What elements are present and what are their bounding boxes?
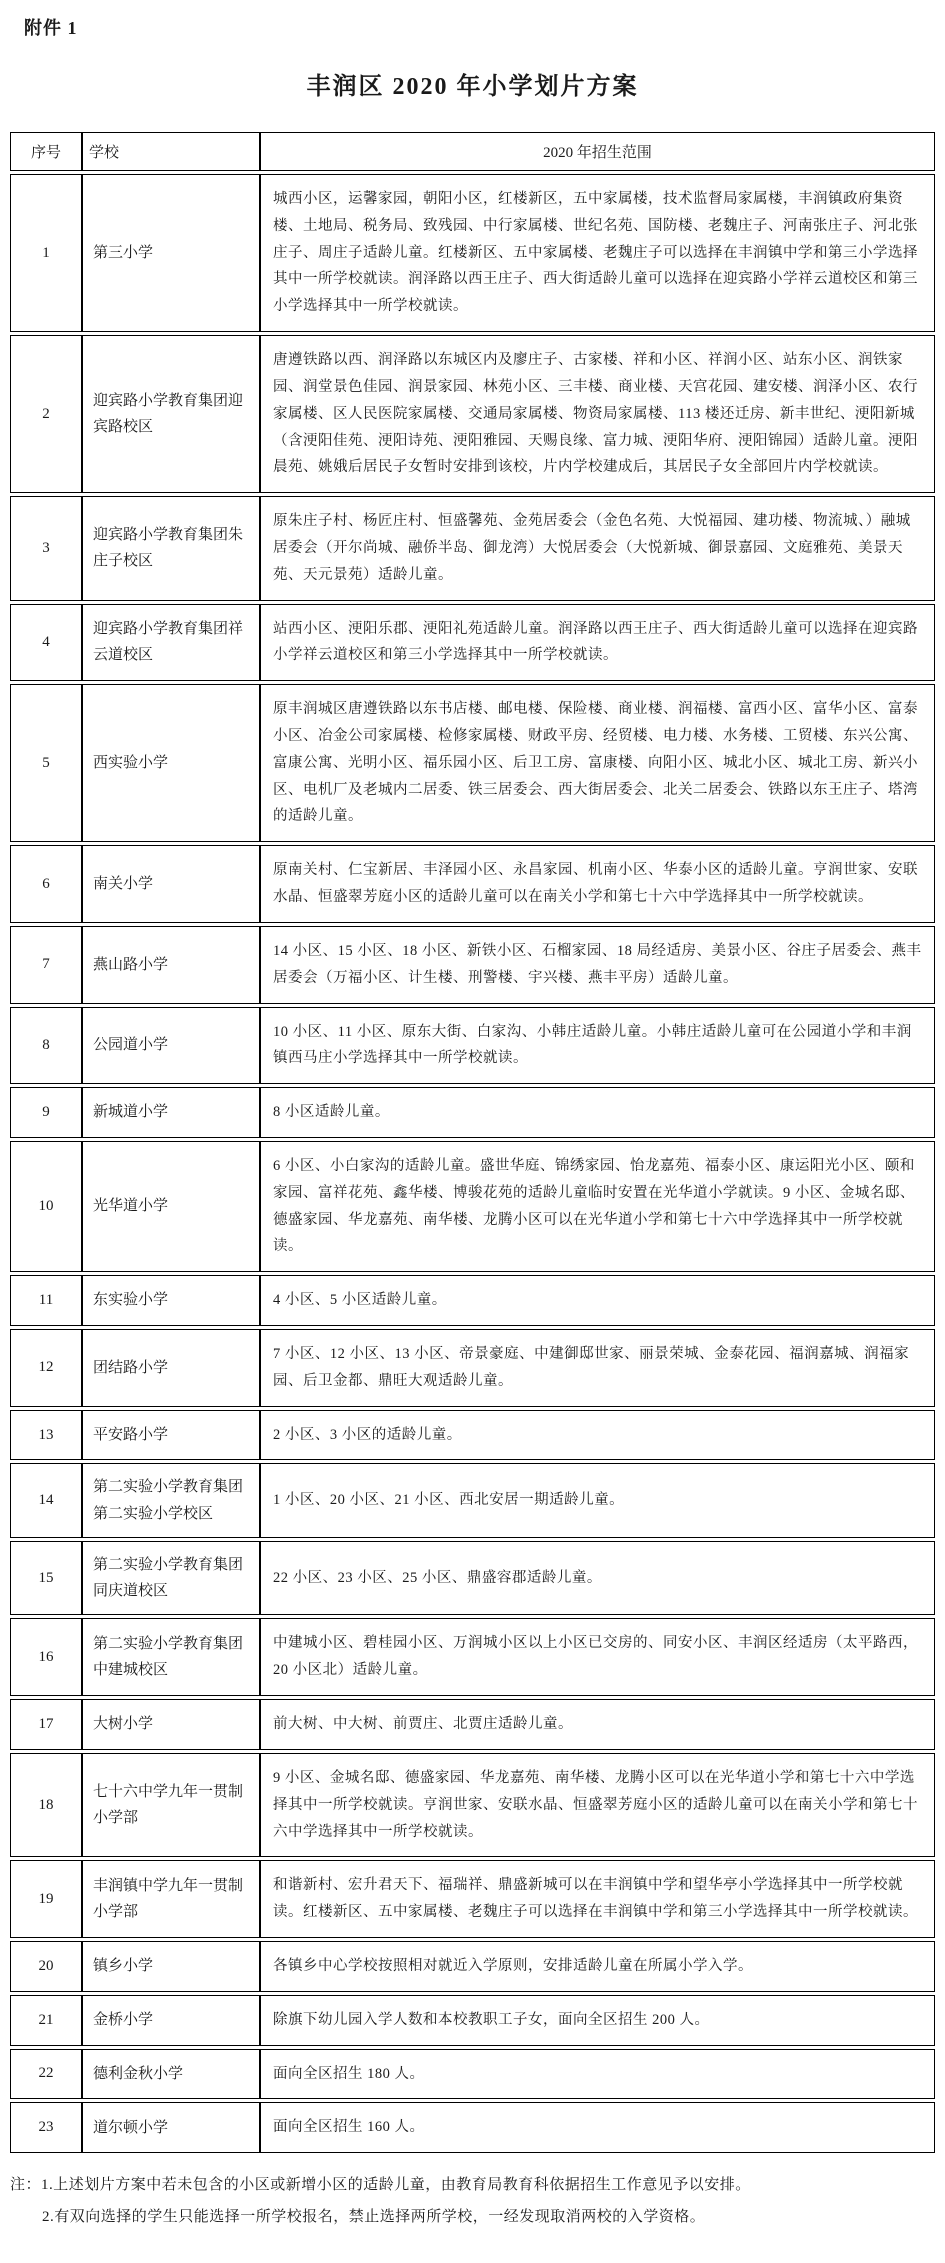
cell-school: 西实验小学 xyxy=(82,684,260,842)
cell-range: 原南关村、仁宝新居、丰泽园小区、永昌家园、机南小区、华泰小区的适龄儿童。亨润世家、安联水晶、恒盛翠芳庭小区的适龄儿童可以在南关小学和第七十六中学选择其中一所学校就读。 xyxy=(260,845,935,923)
cell-school: 光华道小学 xyxy=(82,1141,260,1272)
cell-school: 新城道小学 xyxy=(82,1087,260,1138)
cell-range: 原朱庄子村、杨匠庄村、恒盛馨苑、金苑居委会（金色名苑、大悦福园、建功楼、物流城、）融城居委会（开尔尚城、融侨半岛、御龙湾）大悦居委会（大悦新城、御景嘉园、文庭雅苑、美景天苑、天元景苑）适龄儿童。 xyxy=(260,496,935,600)
table-row xyxy=(10,1860,935,1938)
cell-school: 第二实验小学教育集团中建城校区 xyxy=(82,1618,260,1696)
cell-range: 城西小区，运馨家园，朝阳小区，红楼新区，五中家属楼，技术监督局家属楼，丰润镇政府集资楼、土地局、税务局、致残园、中行家属楼、世纪名苑、国防楼、老魏庄子、河南张庄子、河北张庄子、周庄子适龄儿童。红楼新区、五中家属楼、老魏庄子可以选择在丰润镇中学和第三小学选择其中一所学校就读。润泽路以西王庄子、西大街适龄儿童可以选择在迎宾路小学祥云道校区和第三小学选择其中一所学校就读。 xyxy=(260,174,935,332)
cell-school: 迎宾路小学教育集团迎宾路校区 xyxy=(82,335,260,493)
page-title: 丰润区 2020 年小学划片方案 xyxy=(306,74,639,100)
cell-range: 10 小区、11 小区、原东大街、白家沟、小韩庄适龄儿童。小韩庄适龄儿童可在公园道小学和丰润镇西马庄小学选择其中一所学校就读。 xyxy=(260,1007,935,1085)
school-zone-table xyxy=(10,129,935,2156)
cell-range: 面向全区招生 160 人。 xyxy=(260,2102,935,2153)
cell-school: 南关小学 xyxy=(82,845,260,923)
cell-no: 14 xyxy=(10,1463,82,1538)
cell-range: 原丰润城区唐遵铁路以东书店楼、邮电楼、保险楼、商业楼、润福楼、富西小区、富华小区、富泰小区、冶金公司家属楼、检修家属楼、财政平房、经贸楼、电力楼、水务楼、工贸楼、东兴公寓、富康公寓、光明小区、福乐园小区、后卫工房、富康楼、向阳小区、城北小区、城北工房、新兴小区、电机厂及老城内二居委、铁三居委会、西大街居委会、北关二居委会、铁路以东王庄子、塔湾的适龄儿童。 xyxy=(260,684,935,842)
table-row xyxy=(10,845,935,923)
cell-school: 公园道小学 xyxy=(82,1007,260,1085)
cell-school: 团结路小学 xyxy=(82,1329,260,1407)
cell-no: 18 xyxy=(10,1753,82,1857)
cell-no: 2 xyxy=(10,335,82,493)
table-row xyxy=(10,684,935,842)
cell-no: 20 xyxy=(10,1941,82,1992)
cell-no: 12 xyxy=(10,1329,82,1407)
cell-no: 17 xyxy=(10,1699,82,1750)
footnote-2: 2.有双向选择的学生只能选择一所学校报名，禁止选择两所学校，一经发现取消两校的入学资格。 xyxy=(42,2208,706,2225)
cell-no: 22 xyxy=(10,2049,82,2100)
table-row xyxy=(10,1618,935,1696)
table-row xyxy=(10,1087,935,1138)
cell-range: 22 小区、23 小区、25 小区、鼎盛容郡适龄儿童。 xyxy=(260,1541,935,1616)
cell-no: 10 xyxy=(10,1141,82,1272)
table-row xyxy=(10,1995,935,2046)
table-row xyxy=(10,1329,935,1407)
cell-range: 6 小区、小白家沟的适龄儿童。盛世华庭、锦绣家园、怡龙嘉苑、福泰小区、康运阳光小区、颐和家园、富祥花苑、鑫华楼、博骏花苑的适龄儿童临时安置在光华道小学就读。9 小区、金城名邸、德盛家园、华龙嘉苑、南华楼、龙腾小区可以在光华道小学和第七十六中学选择其中一所学校就读。 xyxy=(260,1141,935,1272)
table-row xyxy=(10,1541,935,1616)
cell-range: 和谐新村、宏升君天下、福瑞祥、鼎盛新城可以在丰润镇中学和望华亭小学选择其中一所学校就读。红楼新区、五中家属楼、老魏庄子可以选择在丰润镇中学和第三小学选择其中一所学校就读。 xyxy=(260,1860,935,1938)
cell-school: 燕山路小学 xyxy=(82,926,260,1004)
cell-no: 15 xyxy=(10,1541,82,1616)
cell-no: 9 xyxy=(10,1087,82,1138)
table-row xyxy=(10,174,935,332)
table-row xyxy=(10,1410,935,1461)
attachment-label: 附件 1 xyxy=(24,18,78,38)
cell-range: 1 小区、20 小区、21 小区、西北安居一期适龄儿童。 xyxy=(260,1463,935,1538)
cell-school: 迎宾路小学教育集团祥云道校区 xyxy=(82,604,260,682)
cell-school: 德利金秋小学 xyxy=(82,2049,260,2100)
cell-range: 各镇乡中心学校按照相对就近入学原则，安排适龄儿童在所属小学入学。 xyxy=(260,1941,935,1992)
column-header-school: 学校 xyxy=(82,132,260,171)
cell-school: 迎宾路小学教育集团朱庄子校区 xyxy=(82,496,260,600)
table-row xyxy=(10,1141,935,1272)
table-row xyxy=(10,1007,935,1085)
table-header-row xyxy=(10,132,935,171)
cell-school: 平安路小学 xyxy=(82,1410,260,1461)
cell-no: 23 xyxy=(10,2102,82,2153)
cell-range: 4 小区、5 小区适龄儿童。 xyxy=(260,1275,935,1326)
cell-no: 8 xyxy=(10,1007,82,1085)
table-row xyxy=(10,335,935,493)
cell-range: 中建城小区、碧桂园小区、万润城小区以上小区已交房的、同安小区、丰润区经适房（太平路西，20 小区北）适龄儿童。 xyxy=(260,1618,935,1696)
zone-table-body xyxy=(10,174,935,2153)
cell-school: 丰润镇中学九年一贯制小学部 xyxy=(82,1860,260,1938)
cell-range: 前大树、中大树、前贾庄、北贾庄适龄儿童。 xyxy=(260,1699,935,1750)
table-row xyxy=(10,2102,935,2153)
table-row xyxy=(10,926,935,1004)
table-row xyxy=(10,2049,935,2100)
cell-no: 6 xyxy=(10,845,82,923)
table-row xyxy=(10,1941,935,1992)
cell-no: 7 xyxy=(10,926,82,1004)
cell-no: 5 xyxy=(10,684,82,842)
cell-school: 东实验小学 xyxy=(82,1275,260,1326)
cell-school: 七十六中学九年一贯制小学部 xyxy=(82,1753,260,1857)
cell-no: 16 xyxy=(10,1618,82,1696)
table-row xyxy=(10,1699,935,1750)
table-row xyxy=(10,1275,935,1326)
cell-range: 除旗下幼儿园入学人数和本校教职工子女，面向全区招生 200 人。 xyxy=(260,1995,935,2046)
cell-no: 21 xyxy=(10,1995,82,2046)
cell-range: 站西小区、浭阳乐郡、浭阳礼苑适龄儿童。润泽路以西王庄子、西大街适龄儿童可以选择在迎宾路小学祥云道校区和第三小学选择其中一所学校就读。 xyxy=(260,604,935,682)
table-row xyxy=(10,1753,935,1857)
cell-no: 1 xyxy=(10,174,82,332)
cell-school: 镇乡小学 xyxy=(82,1941,260,1992)
cell-range: 2 小区、3 小区的适龄儿童。 xyxy=(260,1410,935,1461)
table-row xyxy=(10,604,935,682)
cell-range: 7 小区、12 小区、13 小区、帝景豪庭、中建御邸世家、丽景荣城、金泰花园、福润嘉城、润福家园、后卫金都、鼎旺大观适龄儿童。 xyxy=(260,1329,935,1407)
cell-school: 金桥小学 xyxy=(82,1995,260,2046)
cell-no: 4 xyxy=(10,604,82,682)
cell-no: 13 xyxy=(10,1410,82,1461)
cell-range: 8 小区适龄儿童。 xyxy=(260,1087,935,1138)
cell-range: 9 小区、金城名邸、德盛家园、华龙嘉苑、南华楼、龙腾小区可以在光华道小学和第七十六中学选择其中一所学校就读。亨润世家、安联水晶、恒盛翠芳庭小区的适龄儿童可以在南关小学和第七十六中学选择其中一所学校就读。 xyxy=(260,1753,935,1857)
cell-range: 14 小区、15 小区、18 小区、新铁小区、石榴家园、18 局经适房、美景小区、谷庄子居委会、燕丰居委会（万福小区、计生楼、刑警楼、宇兴楼、燕丰平房）适龄儿童。 xyxy=(260,926,935,1004)
cell-no: 11 xyxy=(10,1275,82,1326)
cell-school: 第三小学 xyxy=(82,174,260,332)
cell-no: 3 xyxy=(10,496,82,600)
cell-school: 大树小学 xyxy=(82,1699,260,1750)
column-header-no: 序号 xyxy=(10,132,82,171)
footnote-1: 注：1.上述划片方案中若未包含的小区或新增小区的适龄儿童，由教育局教育科依据招生工作意见予以安排。 xyxy=(10,2177,751,2194)
cell-range: 面向全区招生 180 人。 xyxy=(260,2049,935,2100)
cell-no: 19 xyxy=(10,1860,82,1938)
table-row xyxy=(10,1463,935,1538)
table-row xyxy=(10,496,935,600)
cell-school: 第二实验小学教育集团同庆道校区 xyxy=(82,1541,260,1616)
column-header-range: 2020 年招生范围 xyxy=(260,132,935,171)
footnotes xyxy=(10,2170,935,2233)
cell-school: 第二实验小学教育集团第二实验小学校区 xyxy=(82,1463,260,1538)
cell-range: 唐遵铁路以西、润泽路以东城区内及廖庄子、古家楼、祥和小区、祥润小区、站东小区、润铁家园、润堂景色佳园、润景家园、林苑小区、三丰楼、商业楼、天宫花园、建安楼、润泽小区、农行家属楼、区人民医院家属楼、交通局家属楼、物资局家属楼、113 楼还迁房、新丰世纪、浭阳新城（含浭阳佳苑、浭阳诗苑、浭阳雅园、天赐良缘、富力城、浭阳华府、浭阳锦园）适龄儿童。浭阳晨苑、姚娥后居民子女暂时安排到该校，片内学校建成后，其居民子女全部回片内学校就读。 xyxy=(260,335,935,493)
cell-school: 道尔顿小学 xyxy=(82,2102,260,2153)
